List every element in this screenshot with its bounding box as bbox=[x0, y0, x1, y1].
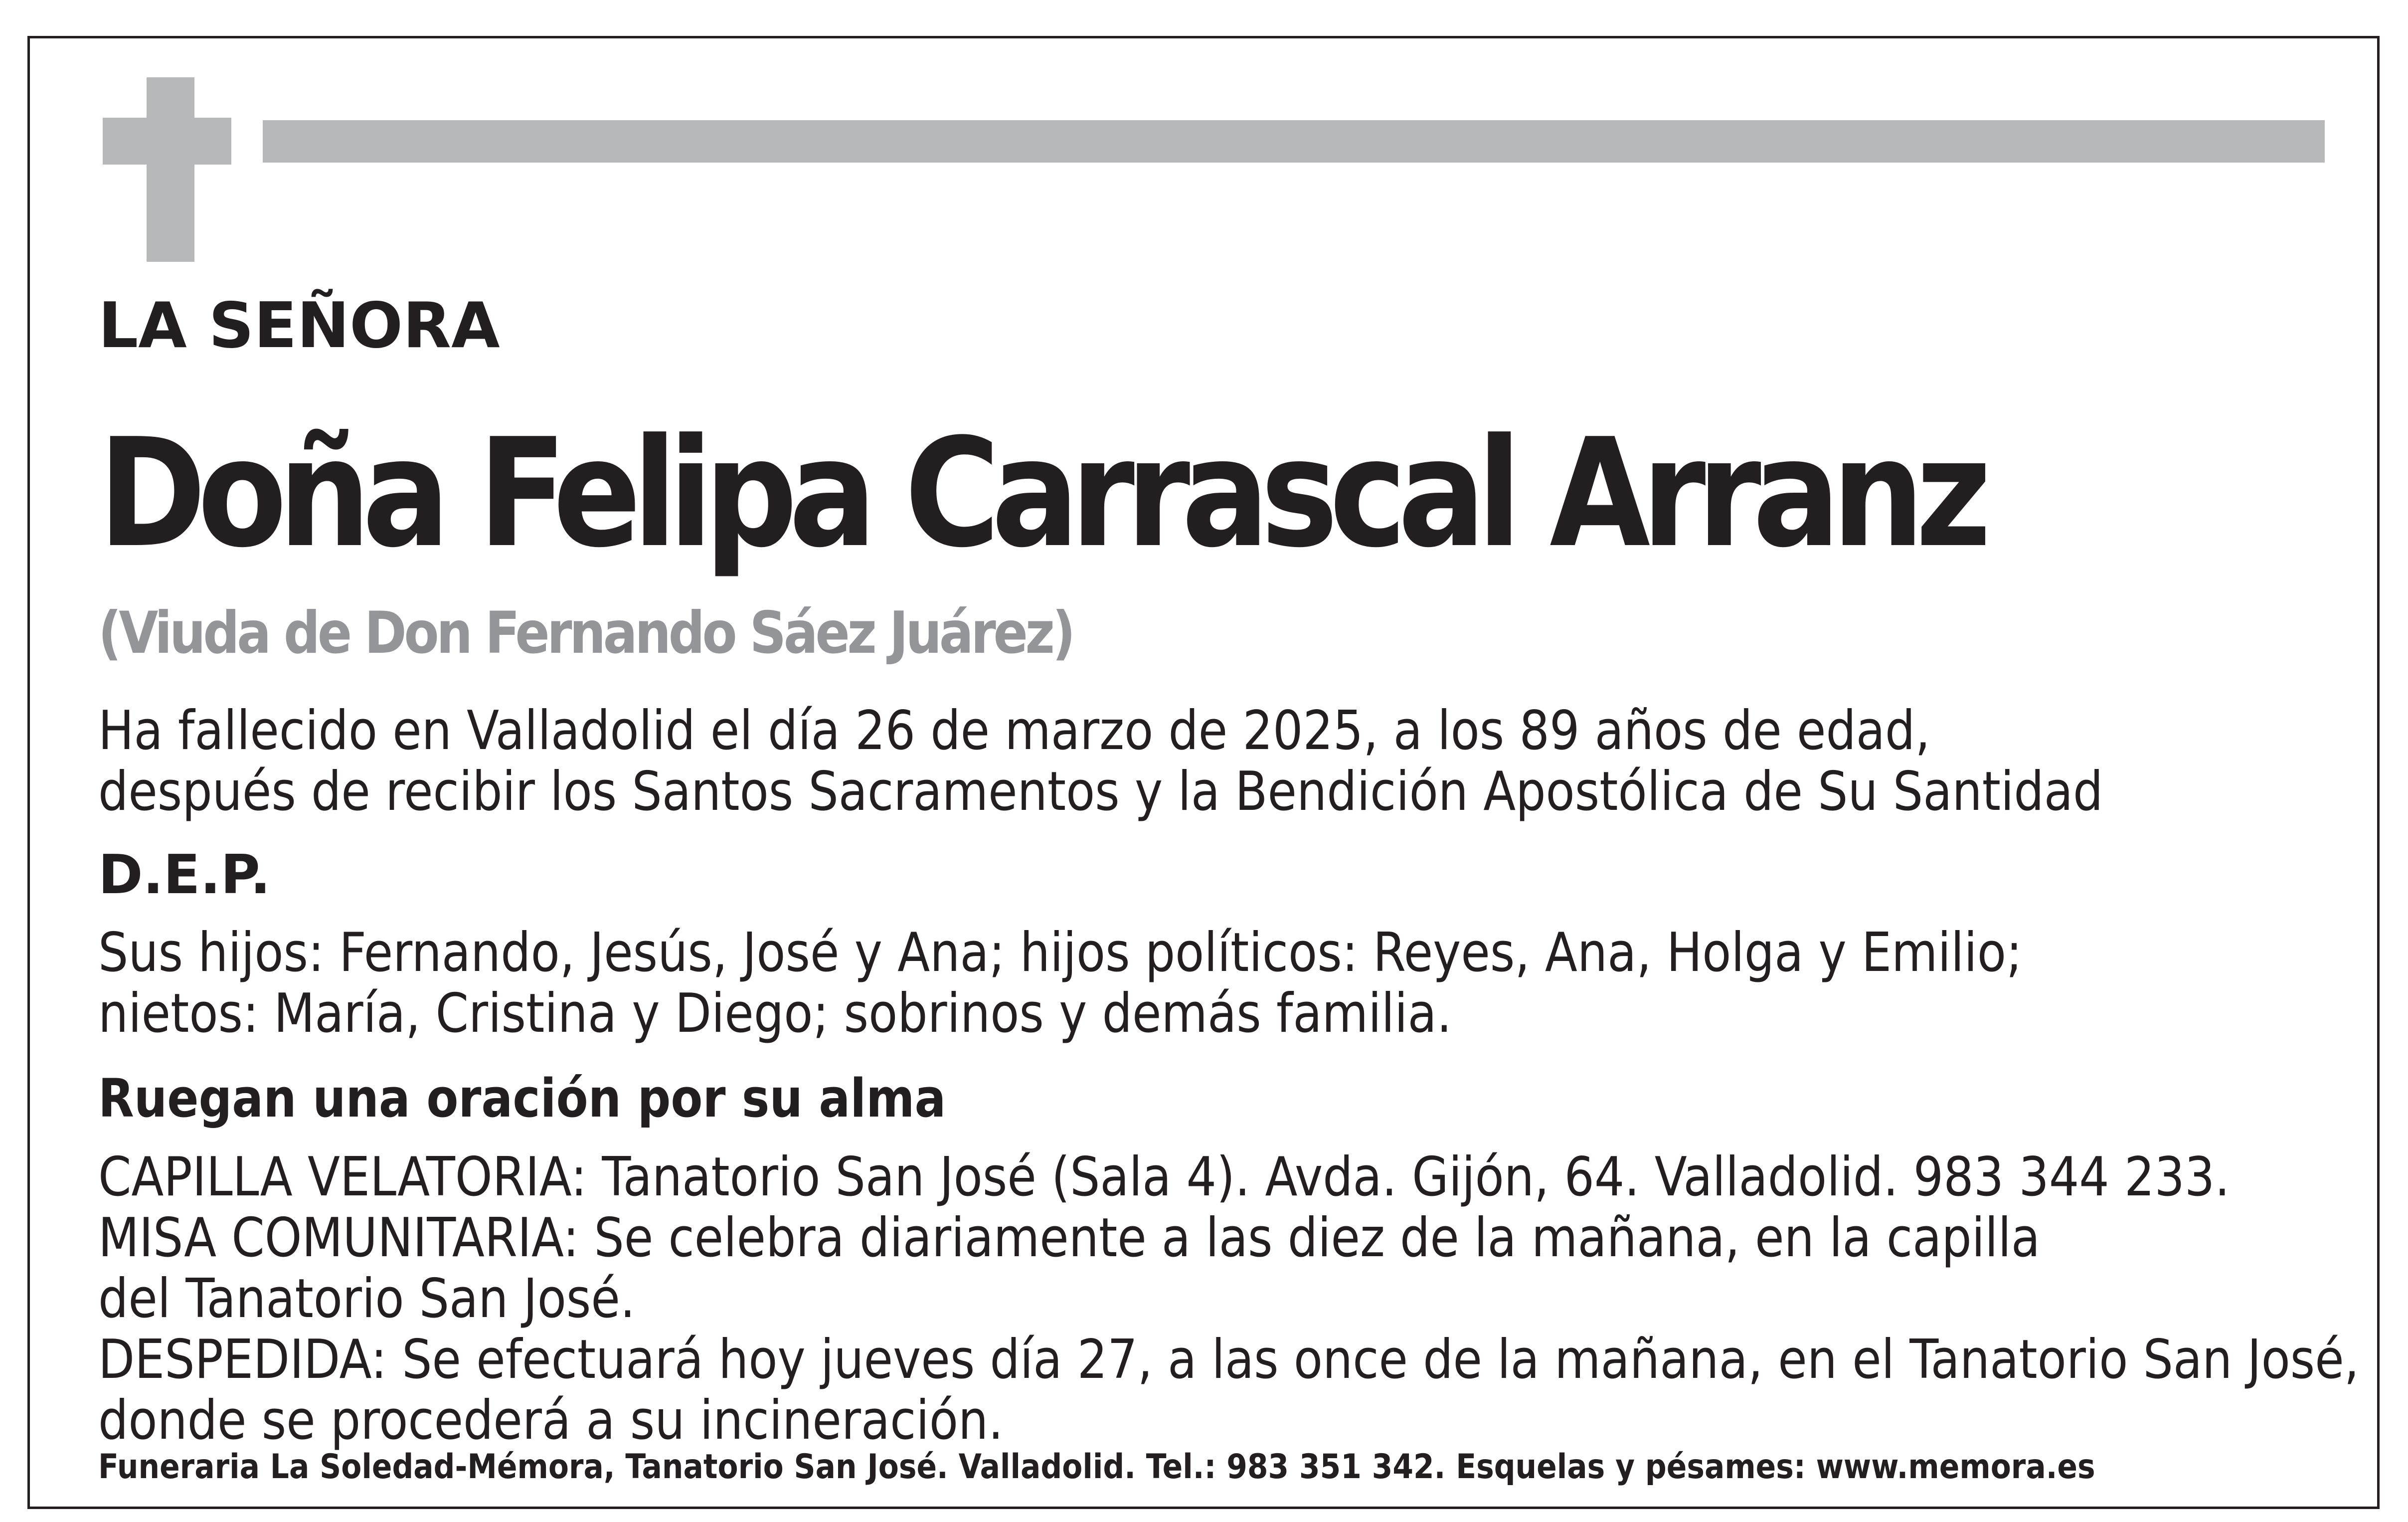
cross-horizontal-bar bbox=[103, 118, 231, 165]
header-divider-bar bbox=[263, 120, 2325, 163]
family-list bbox=[98, 923, 2022, 1044]
service-line: MISA COMUNITARIA: Se celebra diariamente a las diez de la mañana, en la capilla bbox=[98, 1207, 2041, 1269]
death-announcement bbox=[98, 701, 2103, 822]
death-line: Ha fallecido en Valladolid el día 26 de marzo de 2025, a los 89 años de edad, bbox=[98, 700, 1930, 762]
family-line: nietos: María, Cristina y Diego; sobrinos y demás familia. bbox=[98, 982, 1452, 1045]
service-line: del Tanatorio San José. bbox=[98, 1268, 636, 1330]
service-line: CAPILLA VELATORIA: Tanatorio San José (Sala 4). Avda. Gijón, 64. Valladolid. 983 344 233. bbox=[98, 1146, 2230, 1208]
death-line: después de recibir los Santos Sacramentos y la Bendición Apostólica de Su Santidad bbox=[98, 761, 2103, 823]
dep-label: D.E.P. bbox=[98, 844, 271, 906]
funeral-home-footer: Funeraria La Soledad-Mémora, Tanatorio San José. Valladolid. Tel.: 983 351 342. Esquelas y pésames: www.memora.es bbox=[98, 1447, 2095, 1487]
prayer-request: Ruegan una oración por su alma bbox=[98, 1068, 946, 1129]
family-line: Sus hijos: Fernando, Jesús, José y Ana; hijos políticos: Reyes, Ana, Holga y Emilio; bbox=[98, 922, 2023, 984]
service-details bbox=[98, 1147, 2359, 1451]
cross-vertical-bar bbox=[147, 77, 194, 262]
service-line: DESPEDIDA: Se efectuará hoy jueves día 27, a las once de la mañana, en el Tanatorio San José, bbox=[98, 1329, 2359, 1391]
honorific-prefix: LA SEÑORA bbox=[98, 289, 500, 362]
service-line: donde se procederá a su incineración. bbox=[98, 1389, 1004, 1452]
widow-subtitle: (Viuda de Don Fernando Sáez Juárez) bbox=[98, 599, 1073, 667]
deceased-name: Doña Felipa Carrascal Arranz bbox=[98, 406, 1983, 580]
